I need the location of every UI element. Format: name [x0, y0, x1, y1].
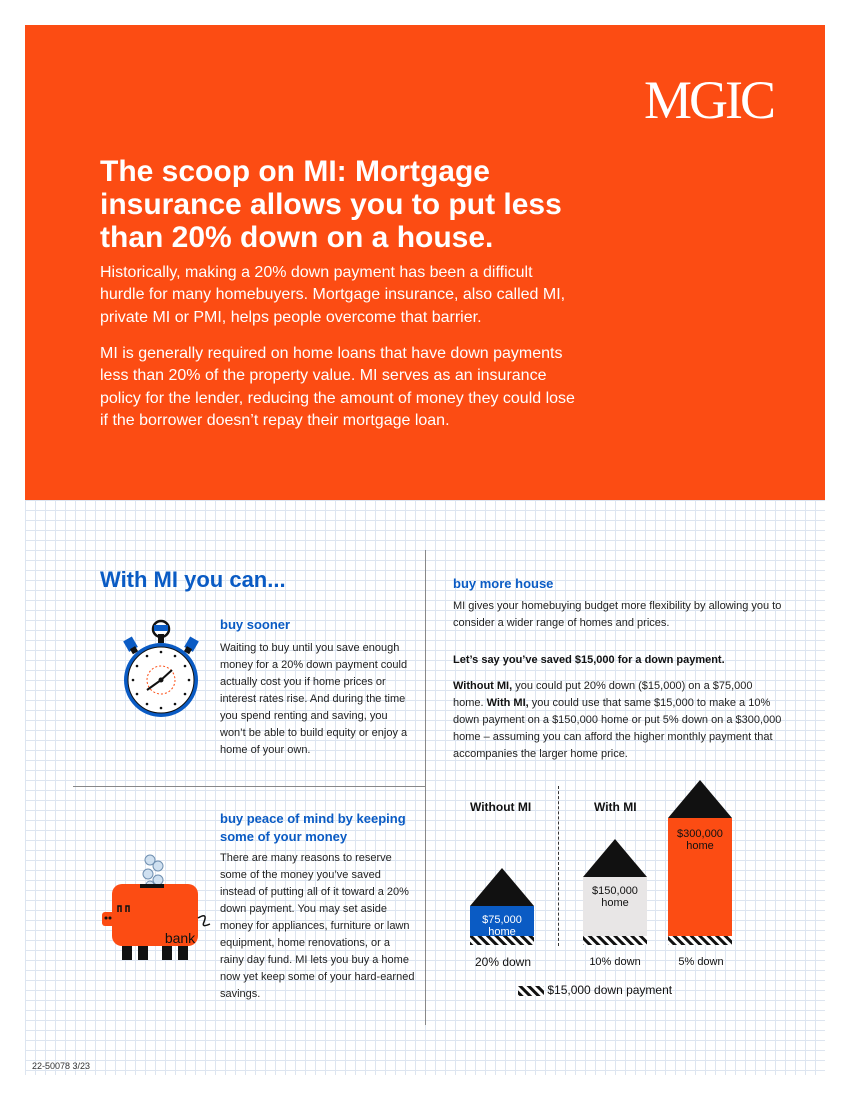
house-label-300k: $300,000 home [677, 828, 723, 853]
with-mi-text: you could use that same $15,000 to make a 10% down payment on a $150,000 home or put 5% down on a $300,000 home – assuming you can afford the higher monthly payment that accompanies the larger home price. [453, 697, 782, 761]
house-roof-150k [583, 839, 647, 877]
peace-of-mind-title: buy peace of mind by keeping some of your money [220, 811, 406, 845]
with-mi-heading: With MI you can... [100, 567, 286, 592]
bank-label: bank [164, 930, 196, 946]
stopwatch-icon [118, 618, 208, 718]
hatch-swatch [518, 986, 544, 996]
house-label-150k: $150,000 home [592, 885, 638, 910]
horizontal-divider [73, 786, 425, 787]
down-label-10: 10% down [589, 956, 641, 968]
hero-paragraph-1: Historically, making a 20% down payment has been a difficult hurdle for many homebuyers. Mortgage insurance, also called MI, private MI or PMI, helps people overcome that barrier. [100, 264, 566, 326]
chart-group-without-mi: Without MI [470, 800, 532, 814]
buy-more-house-text: MI gives your homebuying budget more flexibility by allowing you to consider a wider range of homes and prices. [453, 600, 782, 630]
house-roof-75k [470, 868, 534, 906]
down-label-20: 20% down [474, 955, 532, 969]
down-label-5: 5% down [678, 956, 724, 968]
house-roof-300k [668, 780, 732, 818]
with-mi-lead: With MI, [486, 697, 529, 710]
down-payment-hatch-150k [583, 936, 647, 945]
hero-banner [25, 25, 825, 500]
legend-text: $15,000 down payment [547, 983, 673, 997]
hero-paragraph-2: MI is generally required on home loans that have down payments less than 20% of the property value. MI serves as an insurance policy for the lender, reducing the amount of money they could lose if the borrower doesn’t repay their mortgage loan. [100, 345, 575, 430]
peace-of-mind-text: There are many reasons to reserve some of the money you’ve saved instead of putting all of it toward a 20% down payment. You may set aside money for appliances, furniture or lawn equipment, home renovations, or a rainy day fund. MI lets you buy a home now yet keep some of your hard-earned savings. [220, 852, 415, 1001]
mgic-logo: MGIC [643, 70, 773, 130]
saved-amount-text: Let’s say you’ve saved $15,000 for a down payment. [453, 654, 725, 666]
piggy-bank-icon [98, 852, 218, 967]
chart-legend [518, 983, 672, 997]
without-mi-text: you could put 20% down ($15,000) on a $75,000 home. [453, 680, 753, 710]
house-label-75k: $75,000 home [482, 914, 522, 939]
vertical-divider [425, 550, 426, 1025]
buy-sooner-title: buy sooner [220, 617, 291, 632]
buy-more-house-title: buy more house [453, 576, 554, 591]
footer-code: 22-50078 3/23 [32, 1061, 91, 1071]
buy-sooner-text: Waiting to buy until you save enough money for a 20% down payment could actually cost you if home prices or interest rates rise. And during the time you spend renting and saving, you won’t be able to build equity or enjoy a home of your own. [220, 642, 408, 757]
headline: The scoop on MI: Mortgage insurance allows you to put less than 20% down on a house. [100, 155, 562, 254]
chart-group-with-mi: With MI [594, 800, 637, 814]
comparison-text [453, 678, 783, 763]
without-mi-lead: Without MI, [453, 680, 513, 692]
down-payment-hatch-300k [668, 936, 732, 945]
